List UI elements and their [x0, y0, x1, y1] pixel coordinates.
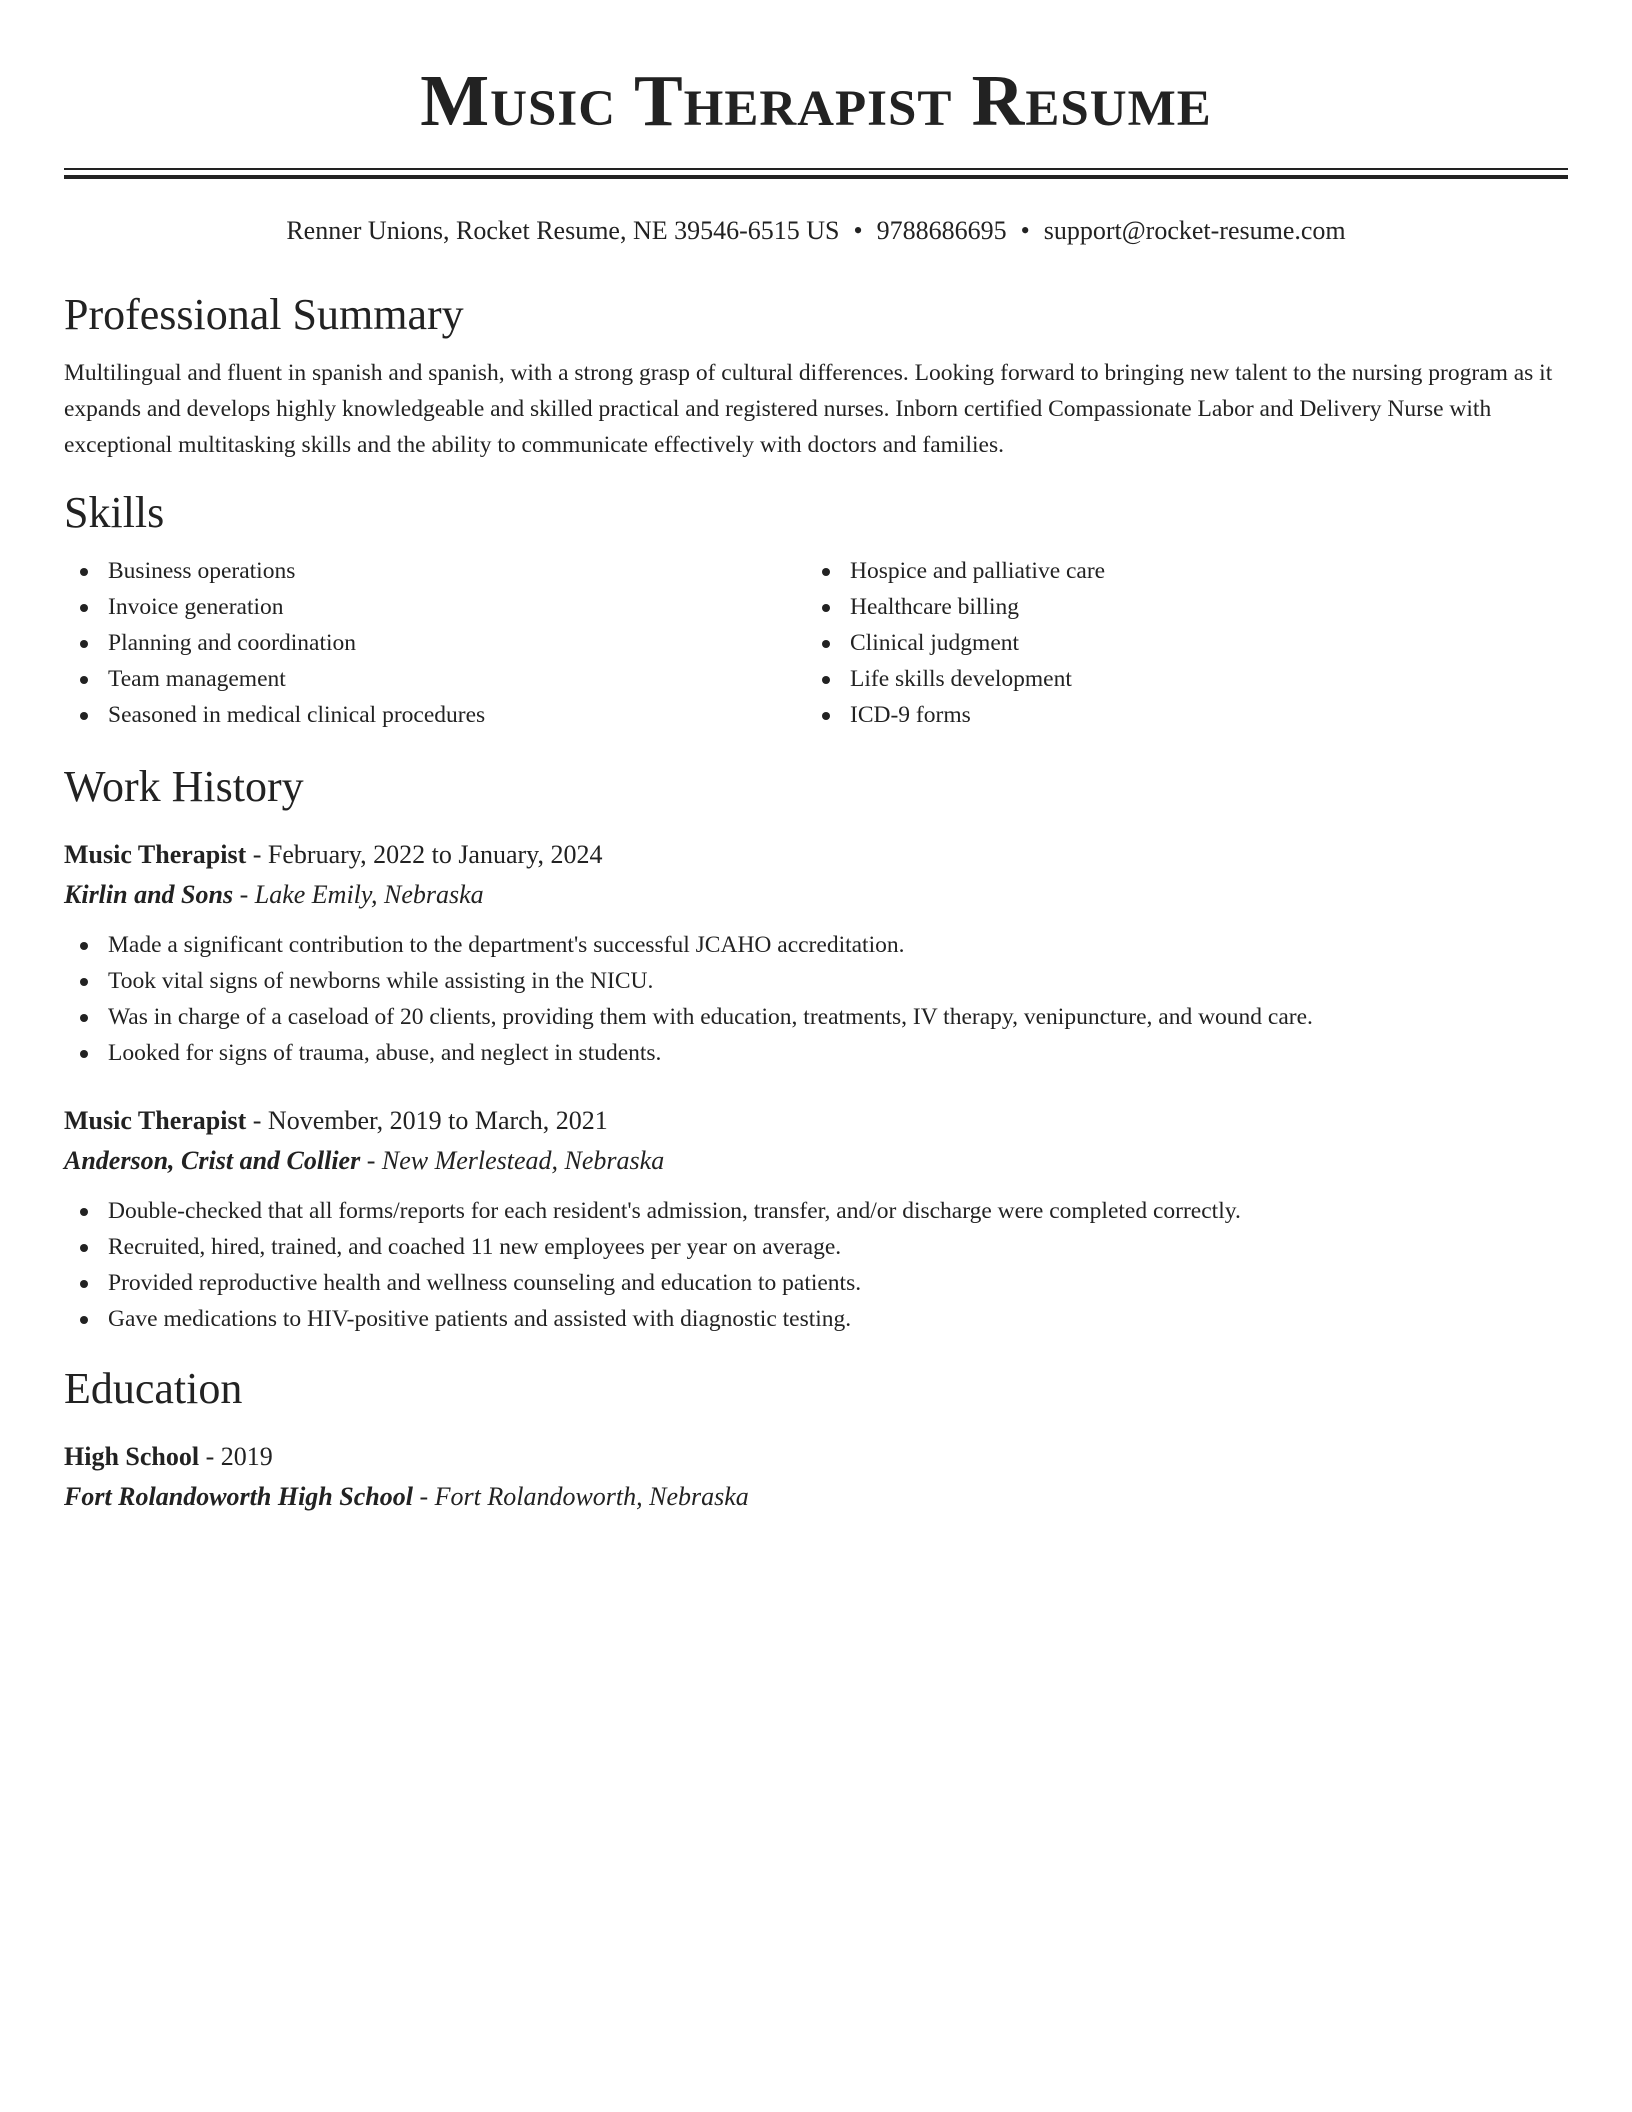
job-title-line — [64, 835, 1568, 875]
skills-column-right — [806, 553, 1548, 733]
contact-line — [64, 215, 1568, 247]
job-dates: - February, 2022 to January, 2024 — [246, 840, 603, 869]
skill-item: Planning and coordination — [64, 625, 806, 661]
job-duty-item: Looked for signs of trauma, abuse, and neglect in students. — [64, 1035, 1568, 1071]
education-heading: Education — [64, 1364, 243, 1413]
job-title-line — [64, 1101, 1568, 1141]
skill-item: Seasoned in medical clinical procedures — [64, 697, 806, 733]
skills-list — [64, 553, 1568, 733]
job-dates: - November, 2019 to March, 2021 — [246, 1106, 608, 1135]
education-location: - Fort Rolandoworth, Nebraska — [412, 1482, 749, 1511]
summary-text: Multilingual and fluent in spanish and spanish, with a strong grasp of cultural differences. Looking forward to bringing new talent to the nursing program as it expands and develops highly knowledgeable and skilled practical and registered nurses. Inborn certified Compassionate Labor and Delivery Nurse with exceptional multitasking skills and the ability to communicate effectively with doctors and families. — [64, 360, 1553, 458]
contact-phone: 9788686695 — [876, 216, 1007, 245]
work-history-heading: Work History — [64, 762, 304, 811]
job-title: Music Therapist — [64, 1106, 247, 1135]
job-company-line — [64, 1141, 1568, 1181]
skill-item: Business operations — [64, 553, 806, 589]
skill-item: Healthcare billing — [806, 589, 1548, 625]
summary-heading: Professional Summary — [64, 290, 464, 339]
job-location: - Lake Emily, Nebraska — [233, 880, 484, 909]
contact-address: Renner Unions, Rocket Resume, NE 39546-6515 US — [286, 216, 840, 245]
job-duty-item: Double-checked that all forms/reports for each resident's admission, transfer, and/or discharge were completed correctly. — [64, 1193, 1568, 1229]
job-duty-item: Recruited, hired, trained, and coached 11 new employees per year on average. — [64, 1229, 1568, 1265]
skill-item: ICD-9 forms — [806, 697, 1548, 733]
education-year: - 2019 — [199, 1442, 273, 1471]
education-entry — [64, 1437, 1568, 1517]
education-degree: High School — [64, 1442, 200, 1471]
job-company: Kirlin and Sons — [64, 880, 234, 909]
job-duty-item: Provided reproductive health and wellness counseling and education to patients. — [64, 1265, 1568, 1301]
education-school-line — [64, 1477, 1568, 1517]
skill-item: Team management — [64, 661, 806, 697]
skill-item: Clinical judgment — [806, 625, 1548, 661]
job-duty-item: Was in charge of a caseload of 20 clients, providing them with education, treatments, IV therapy, venipuncture, and wound care. — [64, 999, 1568, 1035]
skills-column-left — [64, 553, 806, 733]
job-duty-item: Gave medications to HIV-positive patients and assisted with diagnostic testing. — [64, 1301, 1568, 1337]
contact-separator: • — [853, 216, 863, 245]
skill-item: Hospice and palliative care — [806, 553, 1548, 589]
job-title: Music Therapist — [64, 840, 247, 869]
education-degree-line — [64, 1437, 1568, 1477]
job-entry — [64, 1101, 1568, 1337]
education-school: Fort Rolandoworth High School — [64, 1482, 413, 1511]
job-duties — [64, 1193, 1568, 1337]
skills-heading: Skills — [64, 488, 165, 537]
job-duty-item: Made a significant contribution to the department's successful JCAHO accreditation. — [64, 927, 1568, 963]
title-divider-thick — [64, 175, 1568, 179]
job-duties — [64, 927, 1568, 1071]
job-duty-item: Took vital signs of newborns while assisting in the NICU. — [64, 963, 1568, 999]
skill-item: Invoice generation — [64, 589, 806, 625]
job-company-line — [64, 875, 1568, 915]
page-title: Music Therapist Resume — [420, 60, 1212, 141]
skill-item: Life skills development — [806, 661, 1548, 697]
contact-email: support@rocket-resume.com — [1043, 216, 1346, 245]
contact-separator: • — [1020, 216, 1030, 245]
job-company: Anderson, Crist and Collier — [64, 1146, 361, 1175]
title-divider-thin — [64, 168, 1568, 170]
job-location: - New Merlestead, Nebraska — [360, 1146, 665, 1175]
job-entry — [64, 835, 1568, 1071]
